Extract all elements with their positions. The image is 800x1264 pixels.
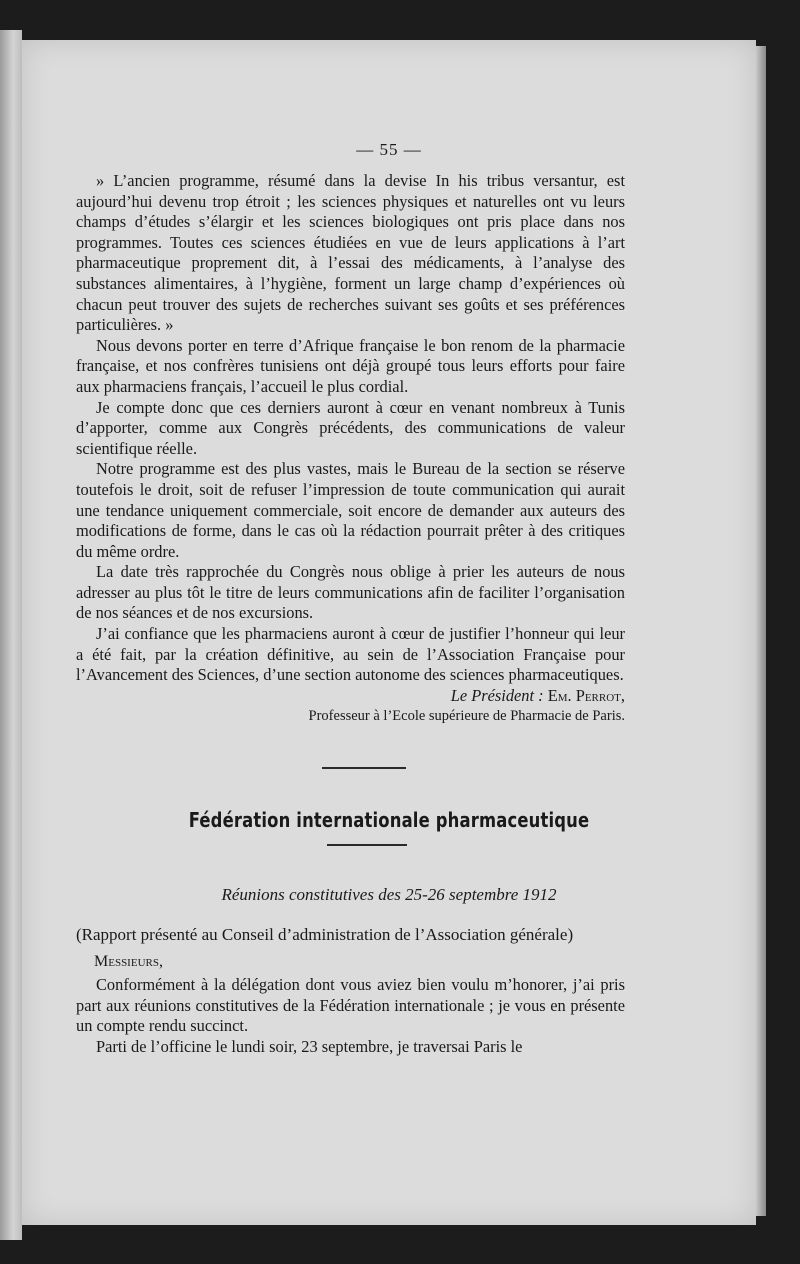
signature-name: Em. Perrot, [547,685,625,705]
salutation: Messieurs, [94,953,163,970]
signature-role: Le Président : [450,685,544,705]
paragraph: Conformément à la délégation dont vous aviez bien voulu m’honorer, j’ai pris part aux réunions constitutives de la Fédération internationale ; je vous en présente un compte rendu succinct. [76,975,625,1036]
paragraph: Nous devons porter en terre d’Afrique française le bon renom de la pharmacie française, et nos confrères tunisiens ont déjà groupé tous leurs efforts pour faire aux pharmaciens français, l’accueil le plus cordial. [76,335,625,396]
paragraph: Je compte donc que ces derniers auront à cœur en venant nombreux à Tunis d’apporter, comme aux Congrès précédents, des communications de valeur scientifique réelle. [76,397,625,458]
body-text [76,171,625,727]
paragraph: La date très rapprochée du Congrès nous oblige à prier les auteurs de nous adresser au plus tôt le titre de leurs communications afin de faciliter l’organisation de nos séances et de nos excursions. [76,562,625,623]
page-number: — 55 — [356,140,422,159]
paragraph: J’ai confiance que les pharmaciens auront à cœur de justifier l’honneur qui leur a été fait, par la création définitive, au sein de l’Association Française pour l’Avancement des Sciences, d’une section autonome des sciences pharmaceutiques. [76,624,625,685]
facing-page-edge [0,30,22,1240]
signature-affiliation: Professeur à l’Ecole supérieure de Pharmacie de Paris. [308,708,625,725]
section-subheading: Réunions constitutives des 25-26 septembre 1912 [221,885,557,904]
signature-line [76,686,625,707]
report-body [76,975,625,1057]
section-divider [322,767,406,769]
section-heading: Fédération internationale pharmaceutique [188,808,590,832]
paragraph: » L’ancien programme, résumé dans la devise In his tribus versantur, est aujourd’hui devenu trop étroit ; les sciences physiques et naturelles ont vu leurs champs d’études s’élargir et les sciences biologiques ont pris place dans nos programmes. Toutes ces sciences étudiées en vue de leurs applications à l’art pharmaceutique proprement dit, à l’essai des médicaments, à l’analyse des substances alimentaires, à l’hygiène, forment un large champ d’expériences où chacun peut trouver des sujets de recherches suivant ses goûts et ses préférences particulières. » [76,171,625,335]
book-page [22,40,756,1225]
page-fore-edge [756,46,766,1216]
report-note: (Rapport présenté au Conseil d’administration de l’Association générale) [76,925,574,944]
paragraph: Parti de l’officine le lundi soir, 23 septembre, je traversai Paris le [96,1036,523,1056]
paragraph: Notre programme est des plus vastes, mais le Bureau de la section se réserve toutefois le droit, soit de refuser l’impression de toute communication qui aurait une tendance uniquement commerciale, soit encore de demander aux auteurs des modifications de forme, dans le cas où la rédaction pourrait prêter à des critiques du même ordre. [76,459,625,561]
heading-divider [327,844,407,846]
